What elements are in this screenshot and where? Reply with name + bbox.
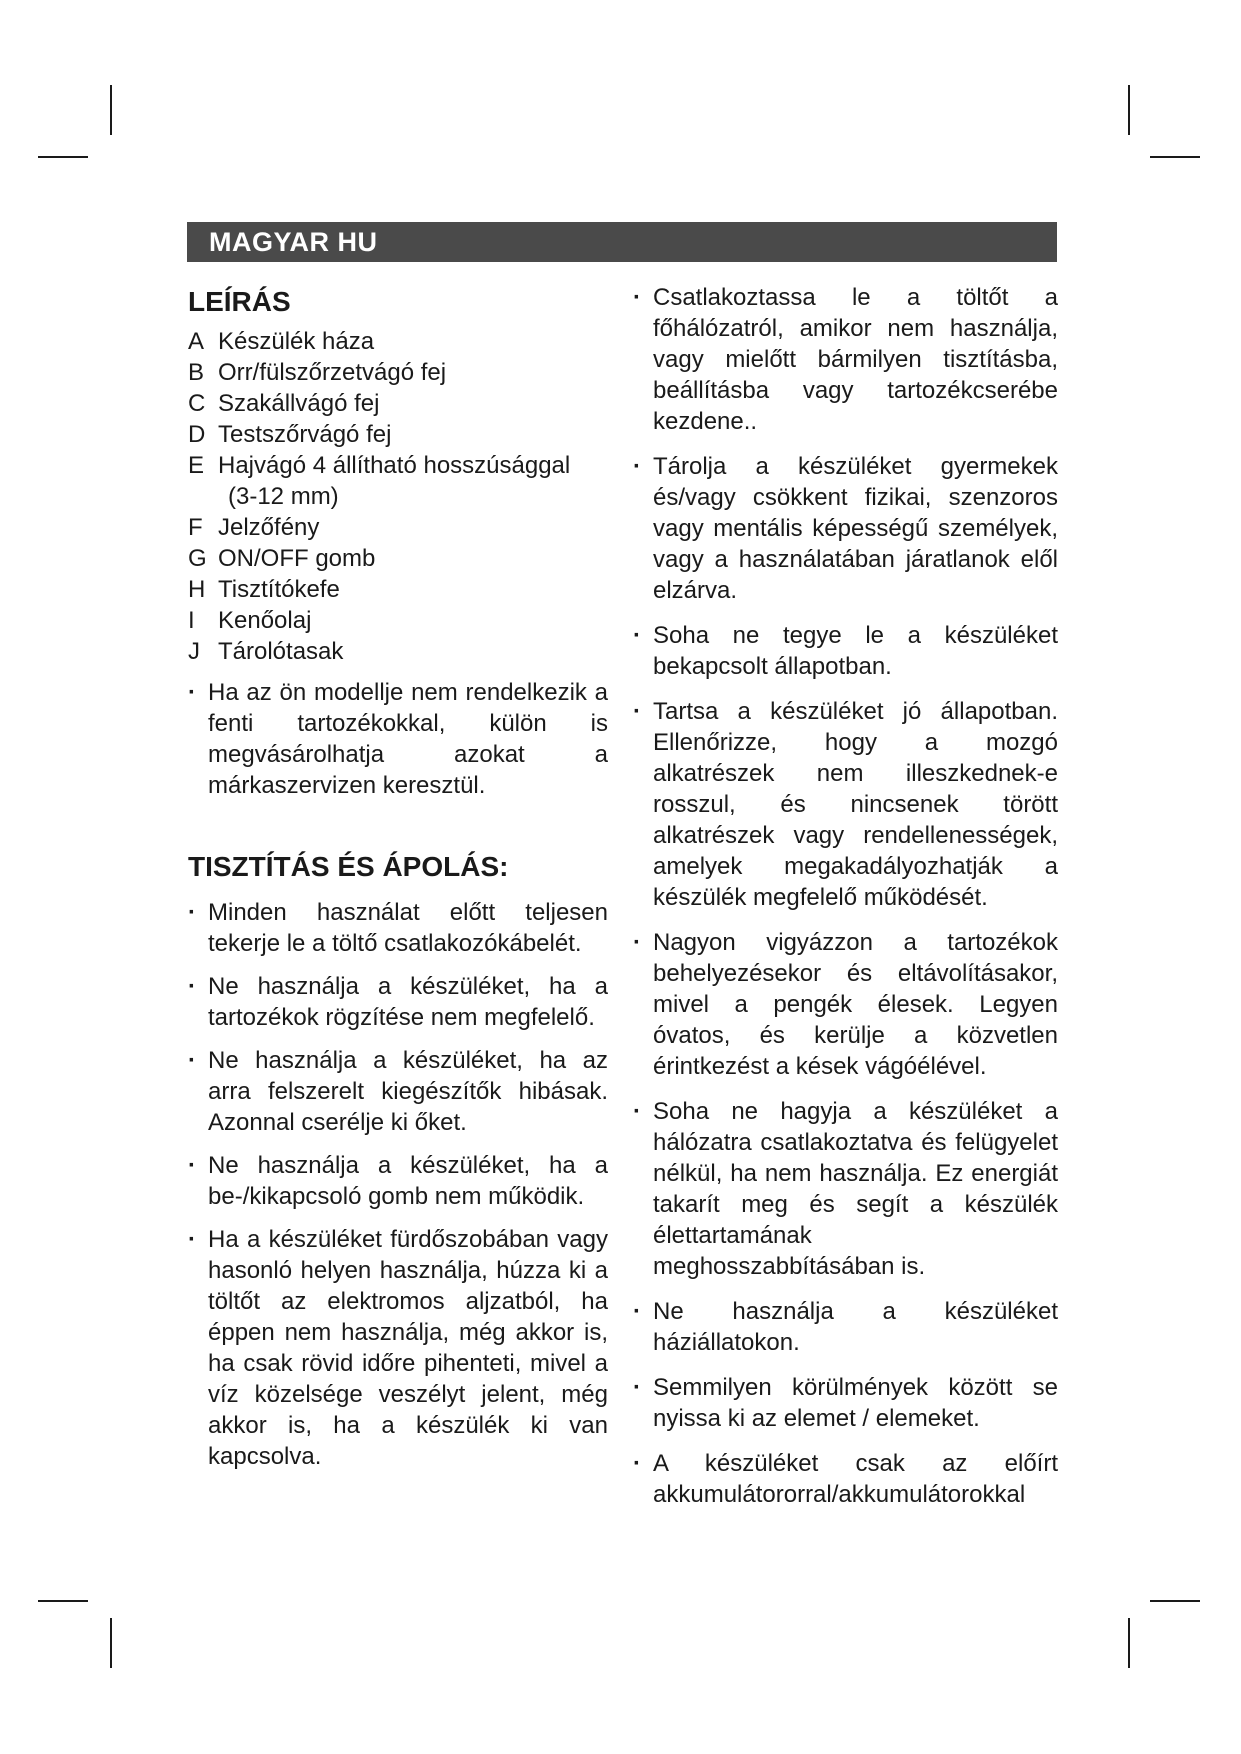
parts-list <box>188 326 608 667</box>
part-item: D Testszőrvágó fej <box>188 421 392 448</box>
crop-mark <box>38 156 88 158</box>
part-item: G ON/OFF gomb <box>188 545 376 572</box>
safety-bullet: · Tárolja a készüléket gyermekek és/vagy csökkent fizikai, szenzoros vagy mentális képességű személyek, vagy a használatában járatlanok elől elzárva. <box>633 451 1058 606</box>
care-bullet: · Ne használja a készüléket, ha az arra felszerelt kiegészítők hibásak. Azonnal cserélje ki őket. <box>188 1045 608 1138</box>
right-column <box>633 282 1058 1524</box>
left-column <box>188 282 608 1484</box>
crop-mark <box>1150 1600 1200 1602</box>
part-item: I Kenőolaj <box>188 607 312 634</box>
safety-bullet: · Csatlakoztassa le a töltőt a főhálózatról, amikor nem használja, vagy mielőtt bármilyen tisztításba, beállításba vagy tartozékcserébe kezdene.. <box>633 282 1058 437</box>
crop-mark <box>1128 1618 1130 1668</box>
crop-mark <box>110 1618 112 1668</box>
care-bullet: · Ne használja a készüléket, ha a tartozékok rögzítése nem megfelelő. <box>188 971 608 1033</box>
crop-mark <box>110 85 112 135</box>
care-bullet: · Ne használja a készüléket, ha a be-/kikapcsoló gomb nem működik. <box>188 1150 608 1212</box>
part-item: J Tárolótasak <box>188 638 344 665</box>
part-item: B Orr/fülszőrzetvágó fej <box>188 359 447 386</box>
care-bullet: · Ha a készüléket fürdőszobában vagy hasonló helyen használja, húzza ki a töltőt az elektromos aljzatból, ha éppen nem használja, még akkor is, ha csak rövid időre pihenteti, mivel a víz közelsége veszélyt jelent, még akkor is, ha a készülék ki van kapcsolva. <box>188 1224 608 1472</box>
part-item-continuation: (3-12 mm) <box>228 483 339 510</box>
parts-note-list <box>188 677 608 801</box>
safety-bullet-list <box>633 282 1058 1510</box>
crop-mark <box>1128 85 1130 135</box>
language-header: MAGYAR HU <box>187 222 1057 262</box>
care-bullet-list <box>188 897 608 1472</box>
safety-bullet: · A készüléket csak az előírt akkumulátororral/akkumulátorokkal <box>633 1448 1058 1510</box>
description-heading: LEÍRÁS <box>188 286 291 317</box>
safety-bullet: · Ne használja a készüléket háziállatokon. <box>633 1296 1058 1358</box>
part-item: A Készülék háza <box>188 328 375 355</box>
part-item: E Hajvágó 4 állítható hosszúsággal <box>188 452 571 479</box>
care-bullet: · Minden használat előtt teljesen tekerje le a töltő csatlakozókábelét. <box>188 897 608 959</box>
safety-bullet: · Tartsa a készüléket jó állapotban. Ellenőrizze, hogy a mozgó alkatrészek nem illeszkednek-e rosszul, és nincsenek törött alkatrészek vagy rendellenességek, amelyek megakadályozhatják a készülék megfelelő működését. <box>633 696 1058 913</box>
safety-bullet: · Nagyon vigyázzon a tartozékok behelyezésekor és eltávolításakor, mivel a pengék élesek. Legyen óvatos, és kerülje a közvetlen érintkezést a kések vágóélével. <box>633 927 1058 1082</box>
parts-note: · Ha az ön modellje nem rendelkezik a fenti tartozékokkal, külön is megvásárolhatja azokat a márkaszervizen keresztül. <box>188 677 608 801</box>
crop-mark <box>38 1600 88 1602</box>
crop-mark <box>1150 156 1200 158</box>
care-heading: TISZTÍTÁS ÉS ÁPOLÁS: <box>188 851 509 882</box>
safety-bullet: · Soha ne hagyja a készüléket a hálózatra csatlakoztatva és felügyelet nélkül, ha nem használja. Ez energiát takarít meg és segít a készülék élettartamának meghosszabbításában is. <box>633 1096 1058 1282</box>
part-item: H Tisztítókefe <box>188 576 340 603</box>
safety-bullet: · Soha ne tegye le a készüléket bekapcsolt állapotban. <box>633 620 1058 682</box>
safety-bullet: · Semmilyen körülmények között se nyissa ki az elemet / elemeket. <box>633 1372 1058 1434</box>
part-item: C Szakállvágó fej <box>188 390 380 417</box>
part-item: F Jelzőfény <box>188 514 320 541</box>
